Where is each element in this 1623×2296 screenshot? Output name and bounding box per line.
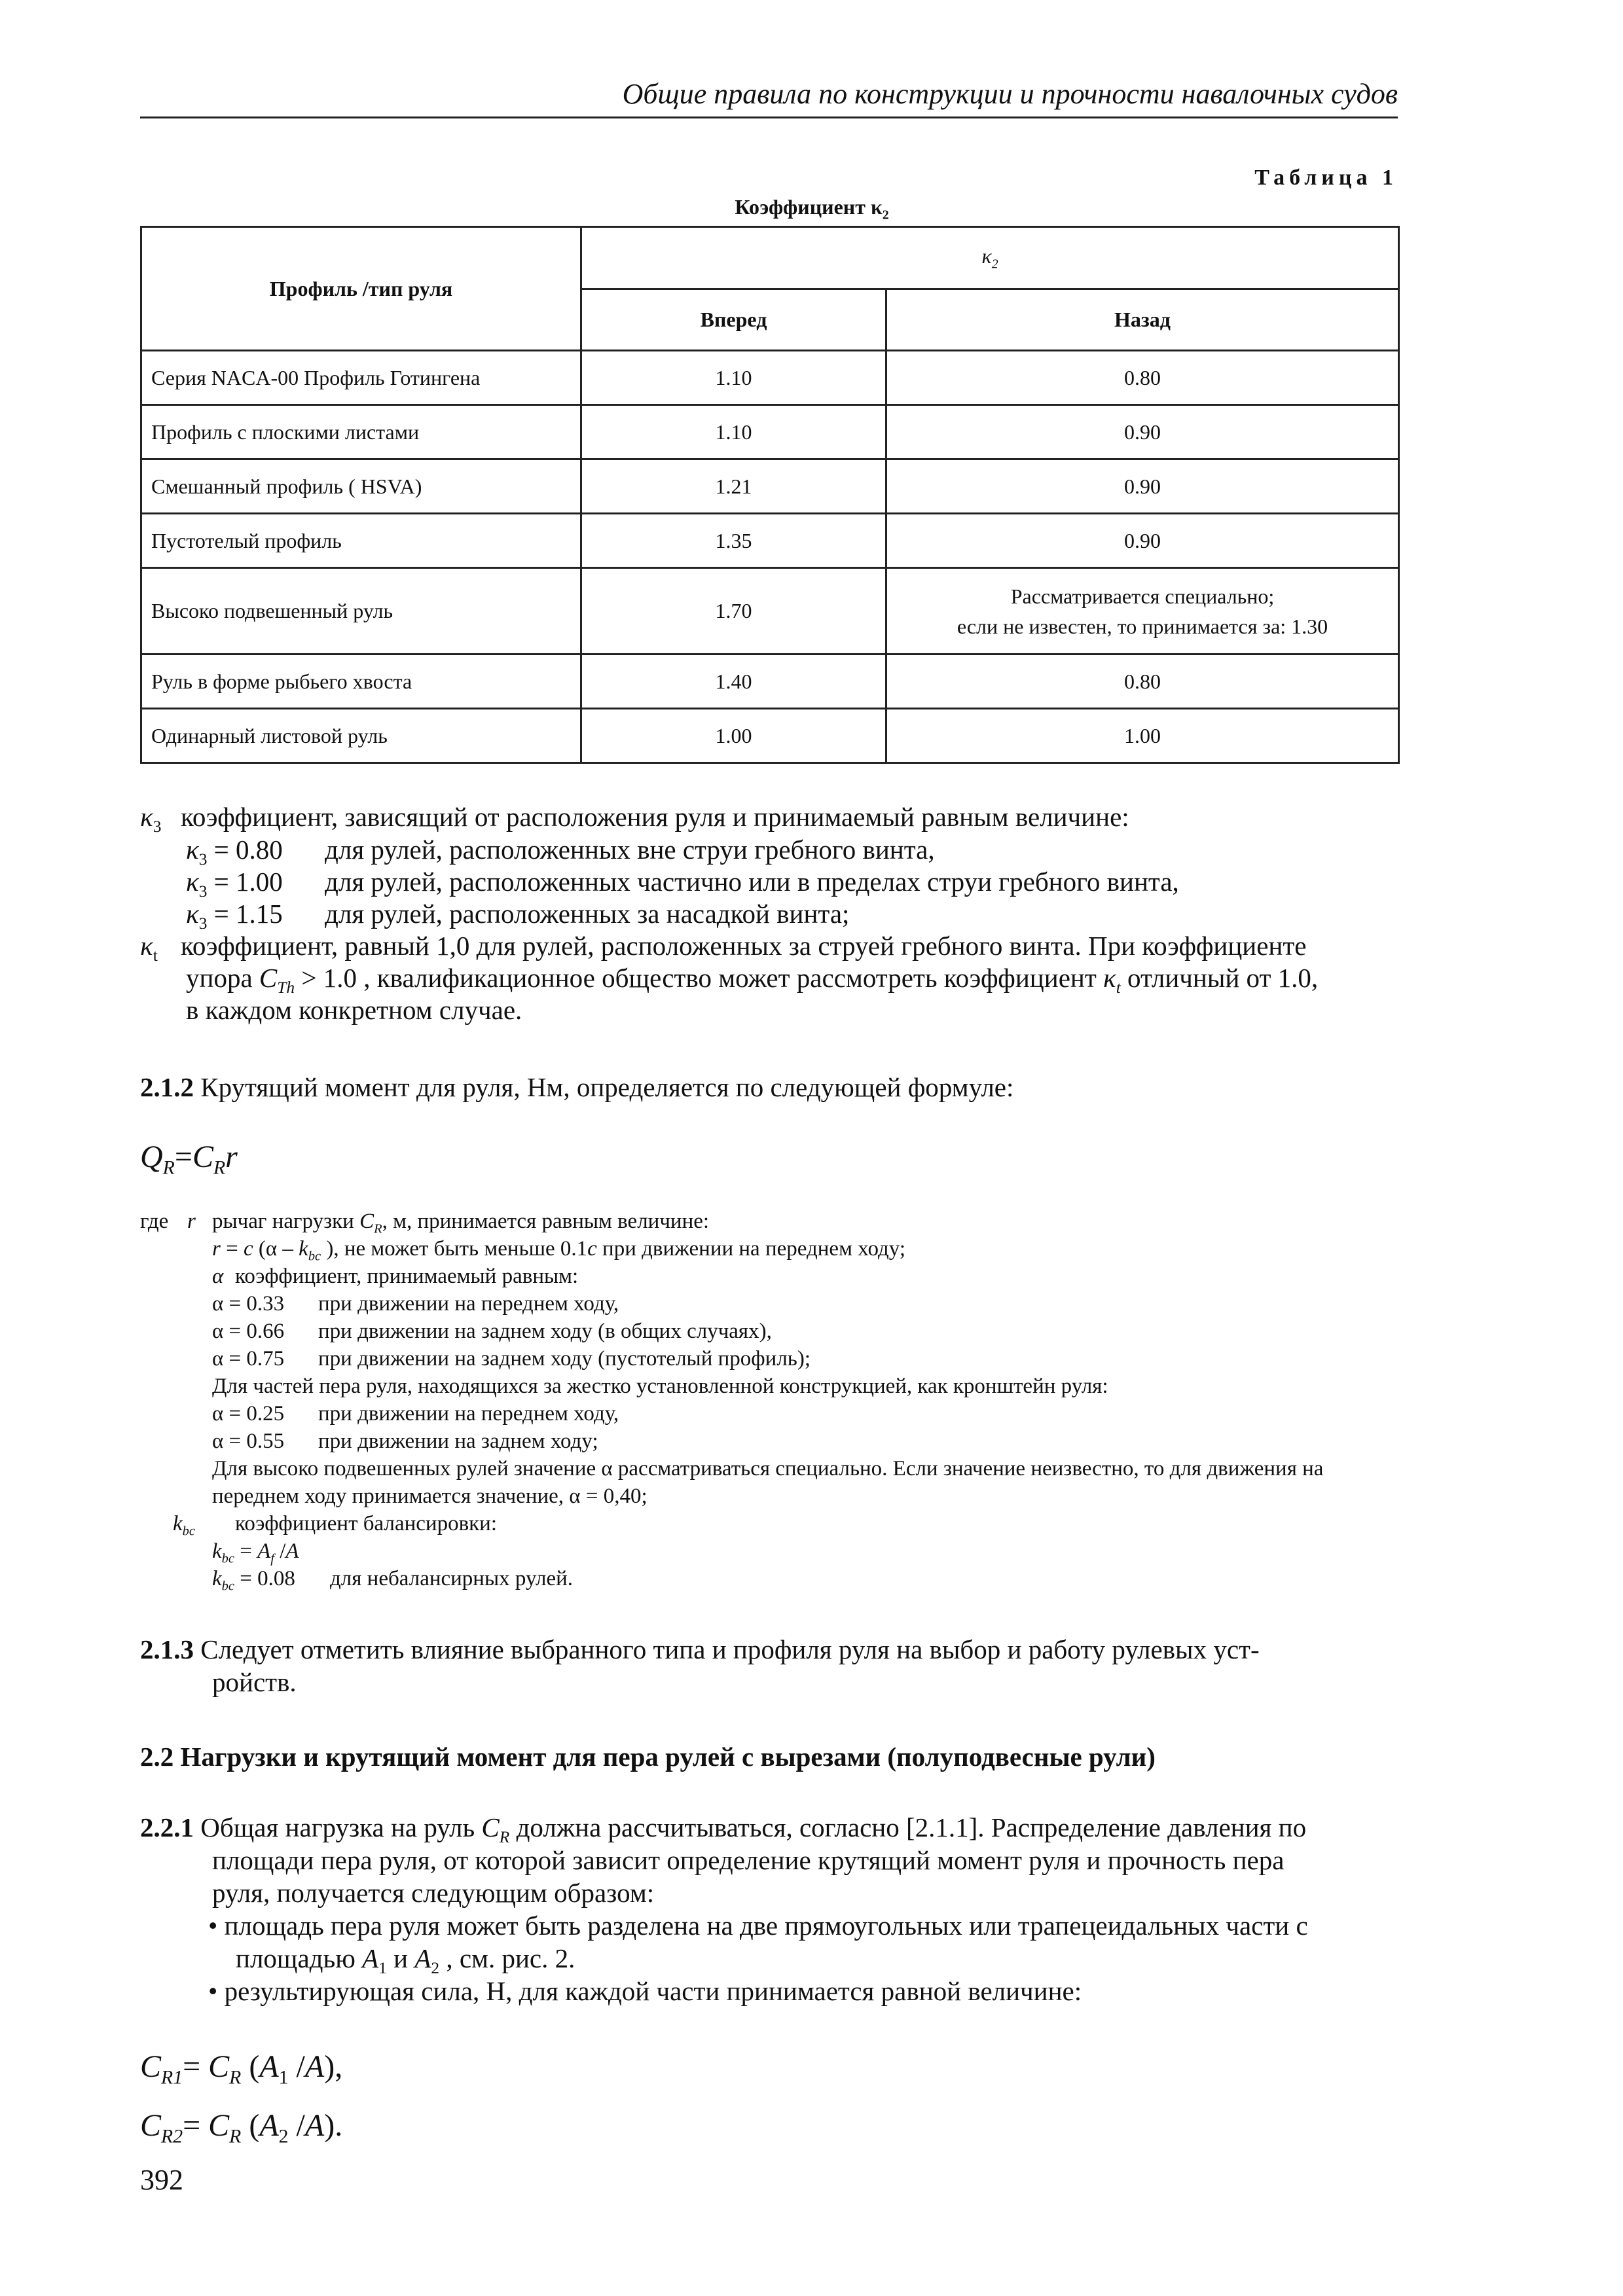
- where-alpha-desc: коэффициент, принимаемый равным:: [235, 1265, 579, 1288]
- cell-forward: 1.35: [581, 514, 886, 568]
- table-row: [141, 709, 1399, 763]
- header-k2-sub: 2: [991, 257, 998, 272]
- kbc-formula: $k_{bc} = A_f$ /A: [212, 1539, 299, 1566]
- caption-sub: 2: [882, 207, 889, 223]
- k3-item-text: для рулей, расположенных за насадкой винта;: [325, 899, 850, 929]
- k3-item: $\kappa_3 = 0.80$: [186, 834, 283, 869]
- bullet-item: • площадь пера руля может быть разделена на две прямоугольных или трапецеидальных части с: [208, 1910, 1308, 1941]
- table-row: [141, 514, 1399, 568]
- cell-forward: 1.10: [581, 351, 886, 405]
- cell-forward: 1.10: [581, 405, 886, 459]
- alpha-value: α = 0.55: [212, 1429, 285, 1453]
- bullet-item-cont: площадью $A_1$ и $A_2$ , см. рис. 2.: [236, 1943, 575, 1978]
- where-label: где: [140, 1210, 169, 1233]
- kbc-value-text: для небалансирных рулей.: [330, 1567, 574, 1590]
- section-number: 2.1.3: [140, 1634, 194, 1664]
- cell-forward: 1.70: [581, 568, 886, 655]
- k3-desc: коэффициент, зависящий от расположения руля и принимаемый равным величине:: [181, 802, 1129, 832]
- k3-symbol: $\kappa_3$: [140, 802, 162, 836]
- cell-profile: Одинарный листовой руль: [141, 709, 581, 763]
- header-back: Назад: [886, 289, 1399, 351]
- alpha-text: при движении на заднем ходу;: [318, 1429, 598, 1453]
- alpha-text: при движении на заднем ходу (пустотелый профиль);: [318, 1347, 811, 1371]
- table-row: [141, 655, 1399, 709]
- kbc-symbol: $k_{bc}$: [173, 1512, 195, 1539]
- cell-back: 0.90: [886, 459, 1399, 514]
- header-k2: [581, 227, 1399, 289]
- document-page: Общие правила по конструкции и прочности навалочных судов Таблица 1 Коэффициент $\kappa_2$ Профиль /тип руля $\kappa_2$ Вперед Назад Серия NACA-00 Профиль Готингена 1.10 0.80 Профиль с плоскими листами 1.10 0.90 Смешанный профиль ( HSVA) 1.21 0.90 Пустотелый профиль 1.35 0.90 Высоко подвешенный руль 1.70 Рассматривается специально; если не известен, то принимается за: 1.30 Руль в форме рыбьего хвоста 1.40 0.80 Одинарный листовой руль 1.00 1.00 $\kappa_3$ коэффициент, зависящий от расположения руля и принимаемый равным величине: $\kappa_3 = 0.80$ для рулей, расположенных вне струи гребного винта, $\kappa_3 = 1.00$ для рулей, расположенных частично или в пределах струи гребного винта, $\kappa_3 = 1.15$ для рулей, расположенных за насадкой винта; $\kappa_t$ коэффициент, равный 1,0 для рулей, расположенных за струей гребного винта. При коэффициенте упора $C_{Th} > 1.0$ , квалификационное общество может рассмотреть коэффициент $\kappa_t$ отличный от 1.0, в каждом конкретном случае. 2.1.2 Крутящий момент для руля, Нм, определяется по следующей формуле: $Q_R=C_Rr$ где r рычаг нагрузки $C_R$, м, принимается равным величине: r = c ($\alpha - k_{bc}$ ), не может быть меньше 0.1c при движении на переднем ходу; α коэффициент, принимаемый равным: α = 0.33 при движении на переднем ходу, α = 0.66 при движении на заднем ходу (в общих случаях), α = 0.75 при движении на заднем ходу (пустотелый профиль); Для частей пера руля, находящихся за жестко установленной конструкцией, как кронштейн руля: α = 0.25 при движении на переднем ходу, α = 0.55 при движении на заднем ходу; Для высоко подвешенных рулей значение α рассматриваться специально. Если значение неизвестно, то для движения на переднем ходу принимается значение, α = 0,40; $k_{bc}$ коэффициент балансировки: $k_{bc} = A_f$ /A $k_{bc} = 0.08$ для небалансирных рулей. 2.1.3 Следует отметить влияние выбранного типа и профиля руля на выбор и работу рулевых уст- ройств. 2.2 Нагрузки и крутящий момент для пера рулей с вырезами (полуподвесные рули) 2.2.1 Общая нагрузка на руль $C_R$ должна рассчитываться, согласно [2.1.1]. Распределение давления по площади пера руля, от которой зависит определение крутящий момент руля и прочность пера руля, получается следующим образом: • площадь пера руля может быть разделена на две прямоугольных или трапецеидальных части с площадью $A_1$ и $A_2$ , см. рис. 2. • результирующая сила, Н, для каждой части принимается равной величине: $C_{R1}= C_R$ ($A_1$ /A), $C_{R2}= C_R$ ($A_2$ /A). 392: [0, 0, 1623, 2296]
- alpha-value: α = 0.75: [212, 1347, 285, 1371]
- k3-item: $\kappa_3 = 1.00$: [186, 867, 283, 901]
- cell-back: 0.90: [886, 405, 1399, 459]
- caption-text: Коэффициент κ: [735, 195, 883, 219]
- header-rule: [140, 117, 1398, 118]
- cell-forward: 1.40: [581, 655, 886, 709]
- table-caption: [655, 195, 969, 223]
- k2-table: [140, 226, 1400, 764]
- formula-cr1: $C_{R1}= C_R$ ($A_1$ /A),: [140, 2049, 343, 2089]
- k3-item: $\kappa_3 = 1.15$: [186, 899, 283, 933]
- cell-profile: Серия NACA-00 Профиль Готингена: [141, 351, 581, 405]
- cell-forward: 1.00: [581, 709, 886, 763]
- kt-line2: упора $C_{Th} > 1.0$ , квалификационное общество может рассмотреть коэффициент $\kappa_t$ отличный от 1.0,: [186, 963, 1319, 997]
- header-k2-sym: κ: [981, 243, 992, 268]
- table-row: [141, 351, 1399, 405]
- cell-back: 0.80: [886, 351, 1399, 405]
- alpha-value: α = 0.66: [212, 1319, 285, 1343]
- where-l10: Для высоко подвешенных рулей значение α рассматриваться специально. Если значение неизвестно, то для движения на: [212, 1457, 1324, 1480]
- cell-profile: Высоко подвешенный руль: [141, 568, 581, 655]
- section-heading: 2.2 Нагрузки и крутящий момент для пера рулей с вырезами (полуподвесные рули): [140, 1742, 1156, 1772]
- section-number: 2.1.2: [140, 1072, 194, 1102]
- section-text: ройств.: [212, 1667, 297, 1697]
- alpha-value: α = 0.33: [212, 1292, 285, 1316]
- cell-forward: 1.21: [581, 459, 886, 514]
- kbc-desc: коэффициент балансировки:: [235, 1512, 498, 1535]
- cell-profile: Смешанный профиль ( HSVA): [141, 459, 581, 514]
- table-row: [141, 568, 1399, 655]
- section-number: 2.2.1: [140, 1812, 194, 1842]
- alpha-text: при движении на заднем ходу (в общих случаях),: [318, 1319, 772, 1343]
- cell-back-line1: Рассматривается специально;: [1010, 584, 1275, 608]
- running-header: Общие правила по конструкции и прочности навалочных судов: [622, 78, 1398, 110]
- cell-back-line2: если не известен, то принимается за: 1.30: [957, 614, 1328, 638]
- where-r: r: [187, 1210, 196, 1233]
- kt-symbol: $\kappa_t$: [140, 931, 158, 965]
- table-row: [141, 405, 1399, 459]
- table-row: [141, 459, 1399, 514]
- cell-back: 1.00: [886, 709, 1399, 763]
- bullet-item: • результирующая сила, Н, для каждой части принимается равной величине:: [208, 1976, 1082, 2006]
- page-number: 392: [140, 2164, 183, 2196]
- where-l7: Для частей пера руля, находящихся за жестко установленной конструкцией, как кронштейн руля:: [212, 1374, 1108, 1398]
- formula-cr2: $C_{R2}= C_R$ ($A_2$ /A).: [140, 2108, 343, 2147]
- kt-line3: в каждом конкретном случае.: [186, 995, 522, 1025]
- cell-back: 0.90: [886, 514, 1399, 568]
- cell-profile: Пустотелый профиль: [141, 514, 581, 568]
- cell-profile: Профиль с плоскими листами: [141, 405, 581, 459]
- table-label: Таблица 1: [1254, 166, 1398, 190]
- table-header-row: [141, 227, 1399, 289]
- header-profile: Профиль /тип руля: [141, 227, 581, 351]
- alpha-text: при движении на переднем ходу,: [318, 1402, 619, 1426]
- cell-back: 0.80: [886, 655, 1399, 709]
- where-l1: рычаг нагрузки $C_R$, м, принимается равным величине:: [212, 1210, 710, 1236]
- alpha-value: α = 0.25: [212, 1402, 285, 1426]
- k3-item-text: для рулей, расположенных частично или в пределах струи гребного винта,: [325, 867, 1179, 897]
- kbc-value: $k_{bc} = 0.08$: [212, 1567, 295, 1594]
- where-alpha-sym: α: [212, 1265, 224, 1288]
- formula-qr: $Q_R=C_Rr$: [140, 1139, 238, 1179]
- alpha-text: при движении на переднем ходу,: [318, 1292, 619, 1316]
- where-l11: переднем ходу принимается значение, α = 0,40;: [212, 1484, 647, 1508]
- section-text: площади пера руля, от которой зависит определение крутящий момент руля и прочность пера: [212, 1845, 1285, 1875]
- kt-line1: коэффициент, равный 1,0 для рулей, расположенных за струей гребного винта. При коэффициенте: [181, 931, 1307, 961]
- section-text: Крутящий момент для руля, Нм, определяется по следующей формуле:: [194, 1072, 1014, 1102]
- cell-back: [886, 568, 1399, 655]
- header-forward: Вперед: [581, 289, 886, 351]
- cell-profile: Руль в форме рыбьего хвоста: [141, 655, 581, 709]
- where-l2: r = c ($\alpha - k_{bc}$ ), не может быть меньше 0.1c при движении на переднем ходу;: [212, 1237, 906, 1264]
- section-text: руля, получается следующим образом:: [212, 1878, 655, 1908]
- k3-item-text: для рулей, расположенных вне струи гребного винта,: [325, 834, 935, 865]
